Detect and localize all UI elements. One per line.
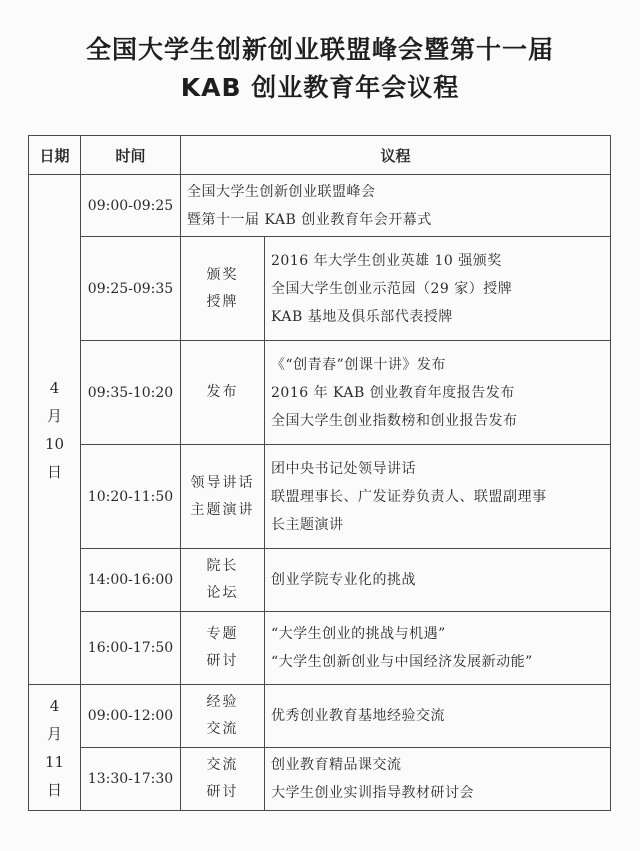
agenda-line: 全国大学生创业指数榜和创业报告发布 bbox=[271, 412, 518, 429]
agenda-cell bbox=[265, 549, 611, 612]
agenda-line: 创业教育精品课交流 bbox=[271, 757, 402, 773]
category-line: 交流 bbox=[206, 721, 239, 737]
agenda-line: 《“创青春”创课十讲》发布 bbox=[271, 356, 446, 373]
time-cell: 09:00-12:00 bbox=[81, 685, 181, 748]
document-title-line-2: KAB 创业教育年会议程 bbox=[180, 73, 460, 102]
document-title-line-1: 全国大学生创新创业联盟峰会暨第十一届 bbox=[85, 35, 554, 64]
category-line: 主题演讲 bbox=[190, 501, 255, 518]
category-cell bbox=[181, 237, 265, 341]
category-line: 交流 bbox=[206, 757, 239, 773]
category-cell bbox=[181, 612, 265, 685]
category-line: 领导讲话 bbox=[190, 474, 255, 491]
time-cell: 09:35-10:20 bbox=[81, 341, 181, 445]
agenda-line: KAB 基地及俱乐部代表授牌 bbox=[271, 308, 453, 325]
time-cell: 13:30-17:30 bbox=[81, 748, 181, 811]
agenda-line: 大学生创业实训指导教材研讨会 bbox=[271, 785, 474, 801]
category-line: 发布 bbox=[206, 384, 239, 400]
category-line: 经验 bbox=[206, 694, 239, 710]
agenda-cell bbox=[265, 445, 611, 549]
date-month-number: 4 bbox=[49, 696, 60, 715]
category-cell bbox=[181, 685, 265, 748]
agenda-line: 联盟理事长、广发证券负责人、联盟副理事 bbox=[271, 488, 547, 505]
time-cell: 14:00-16:00 bbox=[81, 549, 181, 612]
time-cell: 09:00-09:25 bbox=[81, 175, 181, 237]
agenda-cell bbox=[265, 748, 611, 811]
table-row bbox=[29, 445, 611, 549]
agenda-line: 优秀创业教育基地经验交流 bbox=[271, 708, 445, 724]
date-month-label: 月 bbox=[46, 406, 62, 425]
category-cell bbox=[181, 445, 265, 549]
header-date: 日期 bbox=[29, 136, 81, 175]
category-cell bbox=[181, 549, 265, 612]
agenda-cell bbox=[265, 237, 611, 341]
time-cell: 10:20-11:50 bbox=[81, 445, 181, 549]
date-month-label: 月 bbox=[46, 724, 62, 743]
header-agenda: 议程 bbox=[181, 136, 611, 175]
category-cell bbox=[181, 748, 265, 811]
table-row bbox=[29, 341, 611, 445]
header-time: 时间 bbox=[81, 136, 181, 175]
category-line: 研讨 bbox=[206, 784, 239, 800]
agenda-table bbox=[28, 135, 611, 811]
agenda-line: 全国大学生创新创业联盟峰会 bbox=[187, 183, 376, 200]
header-row bbox=[29, 136, 611, 175]
table-row bbox=[29, 175, 611, 237]
date-day-number: 11 bbox=[44, 752, 65, 771]
date-day-label: 日 bbox=[46, 780, 62, 799]
date-month-number: 4 bbox=[49, 378, 60, 397]
time-cell: 16:00-17:50 bbox=[81, 612, 181, 685]
category-cell bbox=[181, 341, 265, 445]
category-line: 院长 bbox=[206, 558, 239, 574]
table-row bbox=[29, 549, 611, 612]
category-line: 研讨 bbox=[206, 653, 239, 669]
agenda-cell bbox=[265, 341, 611, 445]
category-line: 颁奖 bbox=[206, 266, 239, 283]
category-line: 授牌 bbox=[206, 293, 239, 310]
agenda-line: 创业学院专业化的挑战 bbox=[271, 572, 416, 588]
table-row bbox=[29, 685, 611, 748]
agenda-line: 暨第十一届 KAB 创业教育年会开幕式 bbox=[187, 211, 432, 228]
agenda-cell bbox=[181, 175, 611, 237]
date-day-number: 10 bbox=[44, 434, 65, 453]
table-row bbox=[29, 237, 611, 341]
agenda-cell bbox=[265, 685, 611, 748]
agenda-line: 全国大学生创业示范园（29 家）授牌 bbox=[271, 280, 513, 297]
agenda-line: “大学生创新创业与中国经济发展新动能” bbox=[271, 654, 533, 670]
date-day-label: 日 bbox=[46, 462, 62, 481]
time-cell: 09:25-09:35 bbox=[81, 237, 181, 341]
agenda-line: “大学生创业的挑战与机遇” bbox=[271, 626, 446, 642]
agenda-cell bbox=[265, 612, 611, 685]
date-cell-day2 bbox=[29, 685, 81, 811]
date-cell-day1 bbox=[29, 175, 81, 685]
category-line: 专题 bbox=[206, 626, 239, 642]
agenda-line: 团中央书记处领导讲话 bbox=[271, 460, 416, 477]
table-row bbox=[29, 748, 611, 811]
agenda-line: 2016 年 KAB 创业教育年度报告发布 bbox=[271, 384, 515, 401]
category-line: 论坛 bbox=[206, 585, 239, 601]
agenda-line: 长主题演讲 bbox=[271, 516, 344, 533]
table-row bbox=[29, 612, 611, 685]
agenda-line: 2016 年大学生创业英雄 10 强颁奖 bbox=[271, 252, 502, 269]
